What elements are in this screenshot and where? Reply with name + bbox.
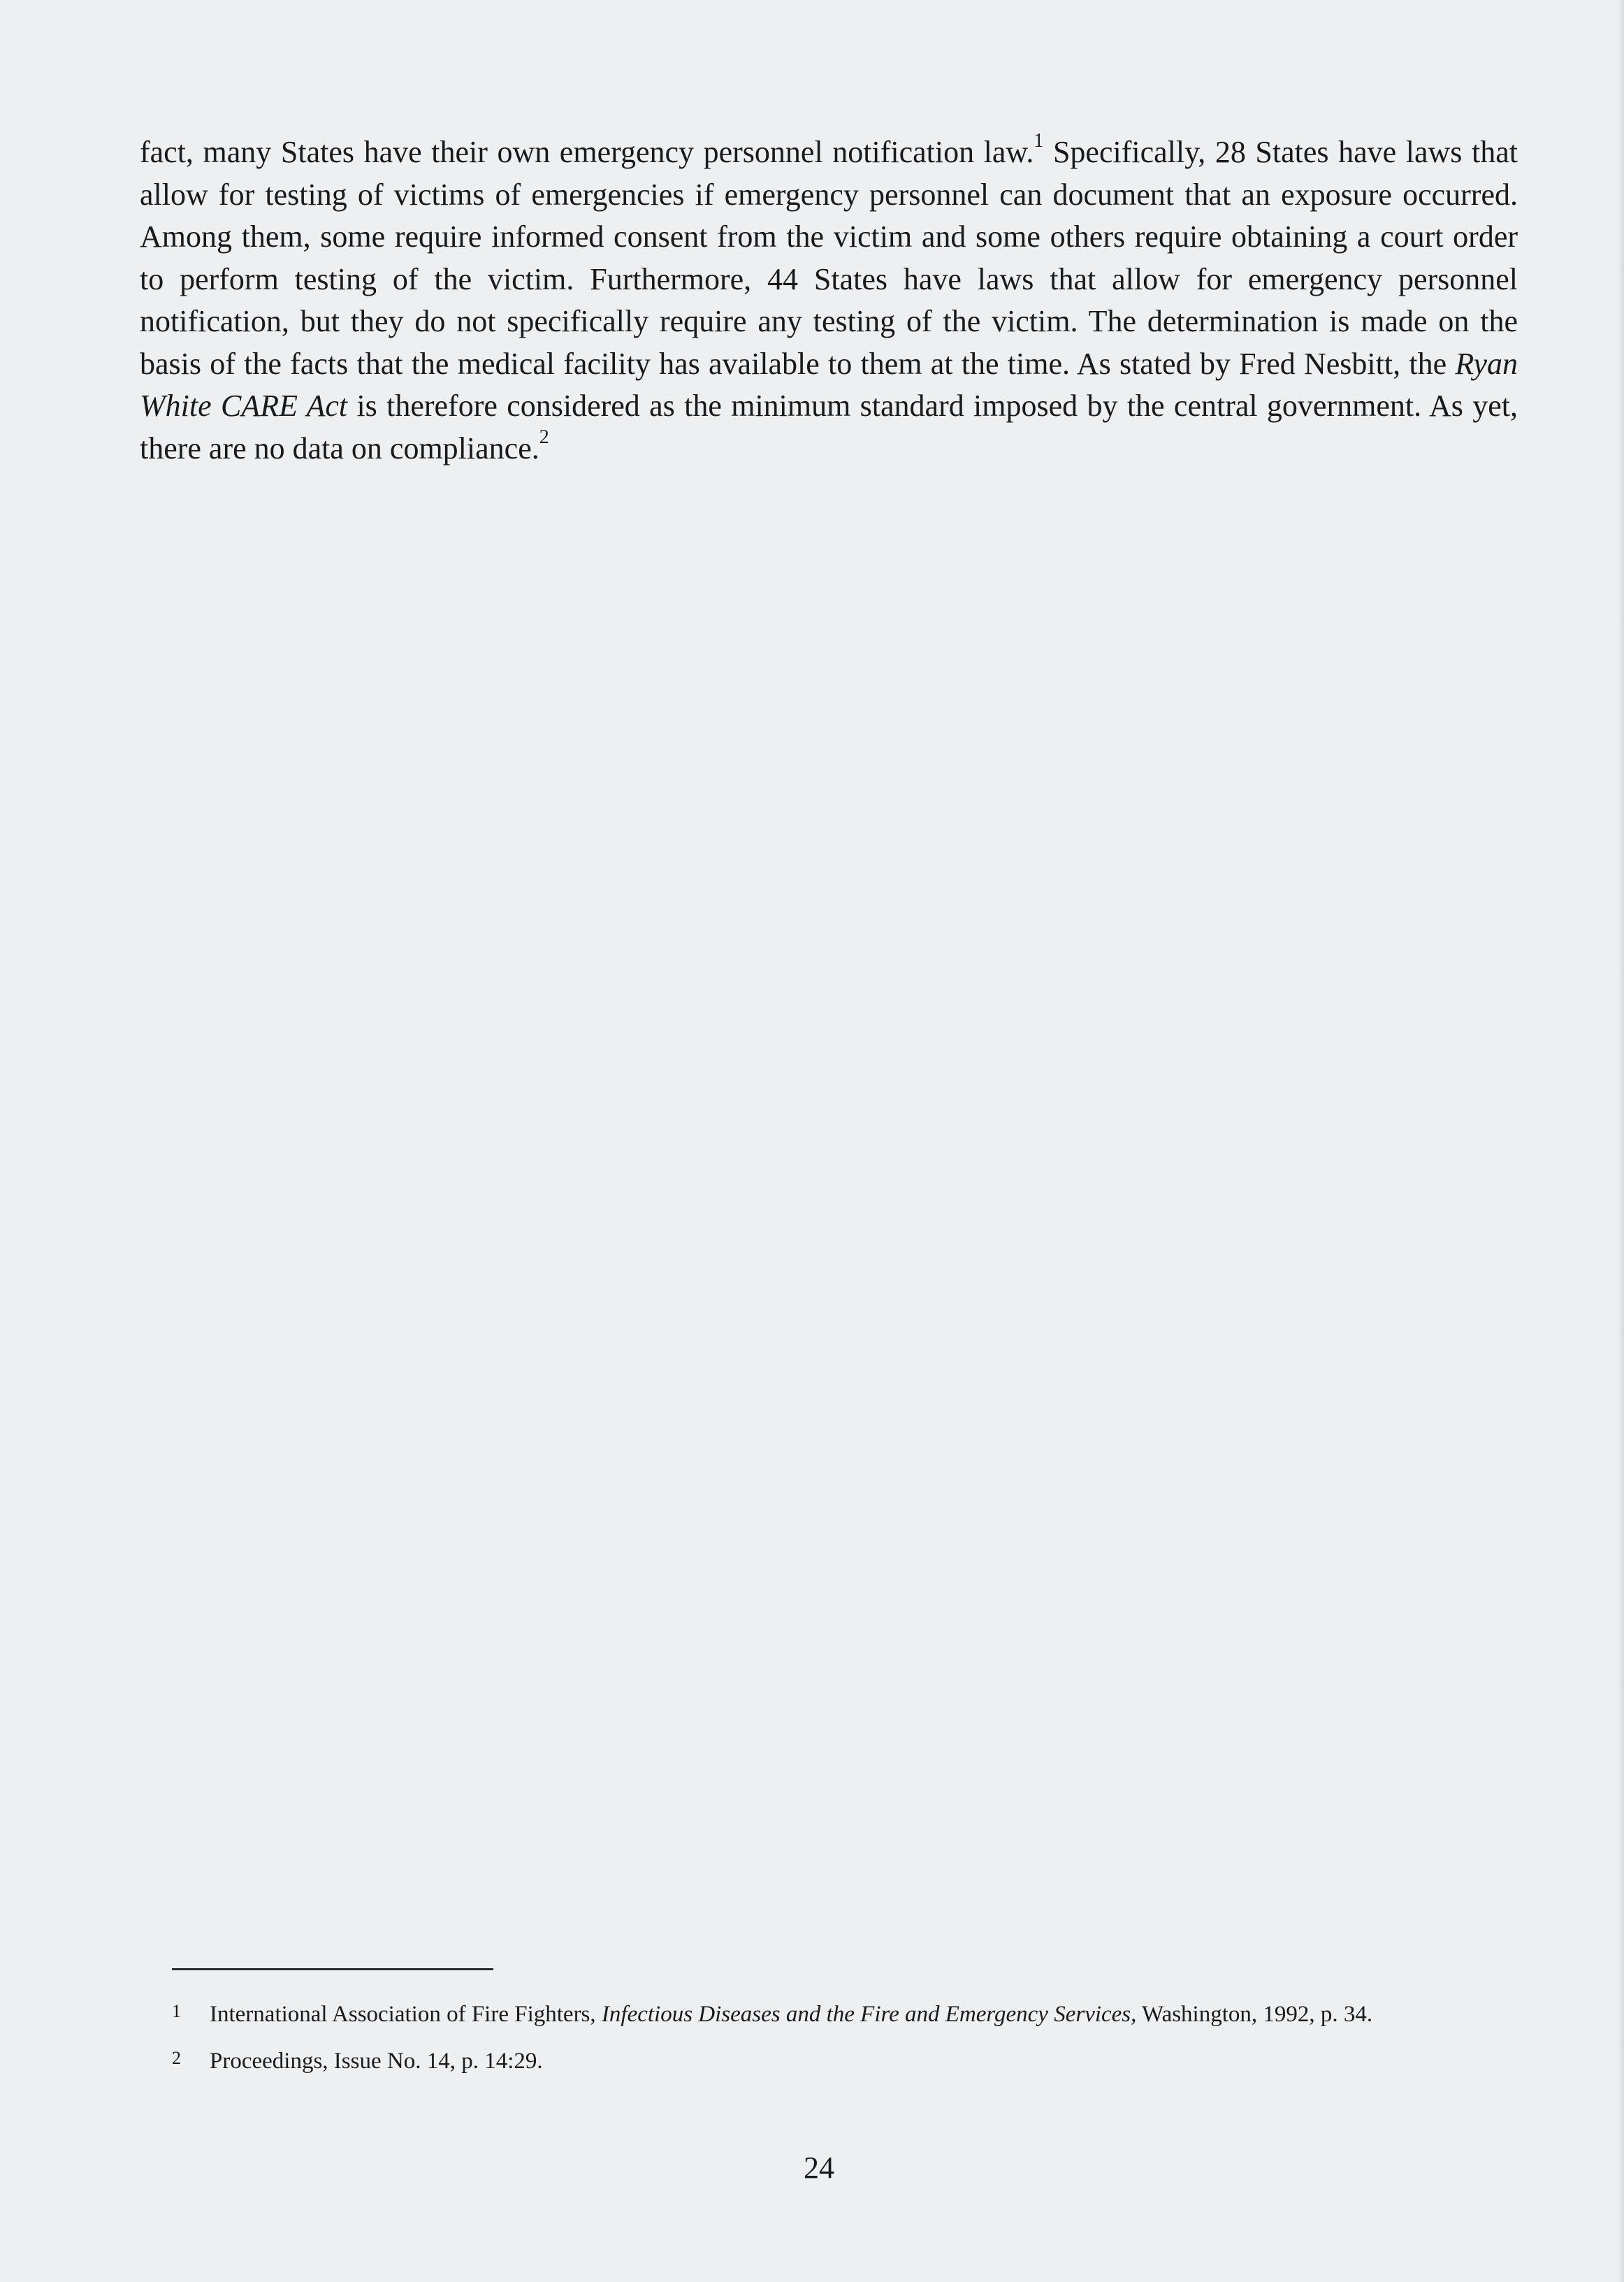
footnote-text: International Association of Fire Fighters, <box>210 2002 602 2027</box>
page-edge-shadow <box>1617 0 1624 2282</box>
footnote-number: 1 <box>172 2001 181 2021</box>
footnote-number: 2 <box>172 2048 181 2068</box>
body-text-part: is therefore considered as the minimum standard imposed by the central government. As yet, there are no data on compliance. <box>140 389 1518 465</box>
footnote-ref-2[interactable]: 2 <box>539 426 549 448</box>
footnote-book-title: Infectious Diseases and the Fire and Emergency Services, <box>601 2002 1137 2027</box>
footnote-1 <box>172 1998 1372 2028</box>
body-paragraph <box>140 131 1518 470</box>
footnote-text: Proceedings, Issue No. 14, p. 14:29. <box>210 2049 543 2074</box>
footnote-divider <box>172 1968 493 1970</box>
footnote-text: Washington, 1992, p. 34. <box>1136 2002 1373 2027</box>
body-text-part: fact, many States have their own emergency personnel notification law. <box>140 135 1034 169</box>
page-number: 24 <box>804 2151 834 2185</box>
footnote-2 <box>172 2044 543 2075</box>
footnote-ref-1[interactable]: 1 <box>1034 130 1044 152</box>
act-title: Ryan White CARE Act <box>140 346 1518 423</box>
body-text-part: Specifically, 28 States have laws that allow for testing of victims of emergencies if emergency personnel can document that an exposure occurred. Among them, some require informed consent from the victim and some others require obtaining a court order to perform testing of the victim. Furthermore, 44 States have laws that allow for emergency personnel notification, but they do not specifically require any testing of the victim. The determination is made on the basis of the facts that the medical facility has available to them at the time. As stated by Fred Nesbitt, the <box>140 135 1518 381</box>
